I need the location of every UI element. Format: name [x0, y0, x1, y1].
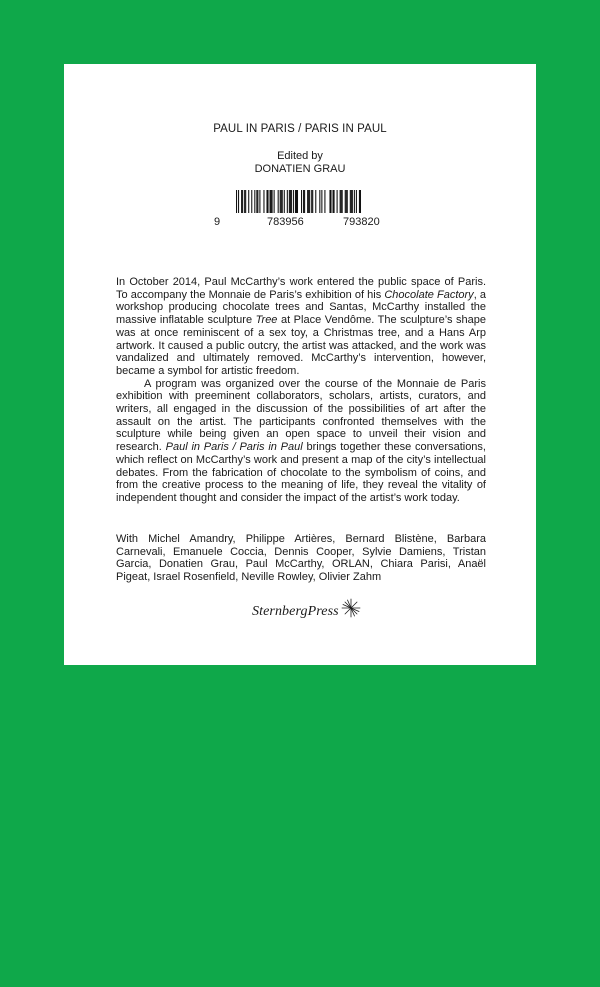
barcode-bar: [334, 190, 335, 213]
barcode-bar: [248, 190, 249, 213]
barcode-bar: [244, 190, 245, 213]
barcode-bar: [254, 190, 255, 213]
barcode-bar: [304, 190, 305, 213]
barcode-bar: [259, 190, 260, 213]
barcode-bar: [241, 190, 242, 213]
barcode-bar: [346, 190, 347, 213]
barcode-bar: [251, 190, 252, 213]
barcode-bar: [293, 190, 294, 213]
barcode-bar: [295, 190, 296, 213]
contributors-list: With Michel Amandry, Philippe Artières, Bernard Blistène, Barbara Carnevali, Emanuele Coccia, Dennis Cooper, Sylvie Damiens, Tristan Garcia, Donatien Grau, Paul McCarthy, ORLAN, Chiara Parisi, Anaël Pigeat, Israel Rosenfield, Neville Rowley, Olivier Zahm: [116, 533, 486, 584]
barcode-bar: [289, 190, 290, 213]
barcode-bar: [287, 190, 288, 213]
barcode-bar: [342, 190, 343, 213]
barcode-bar: [307, 190, 308, 213]
barcode-bar: [351, 190, 352, 213]
barcode-bar: [236, 190, 237, 213]
barcode-bar: [303, 190, 304, 213]
description-paragraph: A program was organized over the course of the Monnaie de Paris exhibition with preeminent collaborators, scholars, artists, curators, and writers, all engaged in the discussion of the possibilities of art after the assault on the artist. The participants confronted themselves with the sculpture while being given an open space to unveil their vision and research. Paul in Paris / Paris in Paul brings together these conversations, which reflect on McCarthy’s work and present a map of the city’s intellectual debates. From the fabrication of chocolate to the symbolism of coins, and from the creative process to the meaning of life, they reveal the vitality of independent thought and consider the impact of the artist’s work today.: [116, 377, 486, 504]
star-burst-icon: [341, 598, 361, 618]
publisher-logo: SternbergPress: [252, 604, 339, 619]
barcode-bar: [324, 190, 325, 213]
barcode-bar: [321, 190, 322, 213]
book-title: PAUL IN PARIS / PARIS IN PAUL: [213, 123, 387, 135]
barcode-bar: [356, 190, 357, 213]
barcode-bar: [352, 190, 353, 213]
barcode-bar: [350, 190, 351, 213]
barcode-bar: [337, 190, 338, 213]
barcode-bar: [278, 190, 279, 213]
barcode-bar: [319, 190, 320, 213]
barcode-bar: [340, 190, 341, 213]
barcode-bar: [345, 190, 346, 213]
barcode-bar: [311, 190, 312, 213]
barcode-bar: [329, 190, 330, 213]
barcode-bar: [347, 190, 348, 213]
isbn-barcode: [236, 190, 364, 213]
barcode-bar: [257, 190, 258, 213]
isbn-digit-group: 783956: [267, 216, 304, 228]
barcode-bar: [281, 190, 282, 213]
back-cover-panel: [64, 64, 536, 665]
barcode-bar: [315, 190, 316, 213]
description-paragraph: In October 2014, Paul McCarthy’s work entered the public space of Paris. To accompany the Monnaie de Paris’s exhibition of his Chocolate Factory, a workshop producing chocolate trees and Santas, McCarthy installed the massive inflatable sculpture Tree at Place Vendôme. The sculpture’s shape was at once reminiscent of a sex toy, a Christmas tree, and a Hans Arp artwork. It caused a public outcry, the artist was attacked, and the work was vandalized and ultimately removed. McCarthy’s intervention, however, became a symbol for artistic freedom.: [116, 276, 486, 377]
barcode-bar: [274, 190, 275, 213]
barcode-bar: [238, 190, 239, 213]
barcode-bar: [308, 190, 309, 213]
barcode-bar: [290, 190, 291, 213]
barcode-bar: [354, 190, 355, 213]
barcode-bar: [242, 190, 243, 213]
barcode-bar: [296, 190, 297, 213]
barcode-bar: [333, 190, 334, 213]
barcode-bar: [330, 190, 331, 213]
barcode-bar: [272, 190, 273, 213]
barcode-bar: [263, 190, 264, 213]
barcode-bar: [297, 190, 298, 213]
edited-by-label: Edited by: [277, 150, 323, 162]
barcode-bar: [266, 190, 267, 213]
editor-name: DONATIEN GRAU: [254, 163, 346, 175]
barcode-bar: [359, 190, 360, 213]
barcode-bar: [267, 190, 268, 213]
barcode-bar: [270, 190, 271, 213]
barcode-bar: [301, 190, 302, 213]
barcode-bar: [271, 190, 272, 213]
barcode-bar: [284, 190, 285, 213]
book-description: [116, 276, 486, 505]
barcode-bar: [309, 190, 310, 213]
barcode-bar: [256, 190, 257, 213]
barcode-bar: [280, 190, 281, 213]
isbn-digit-group: 9: [214, 216, 221, 228]
barcode-bar: [341, 190, 342, 213]
barcode-bar: [291, 190, 292, 213]
barcode-bar: [282, 190, 283, 213]
isbn-digit-group: 793820: [343, 216, 380, 228]
barcode-bar: [245, 190, 246, 213]
barcode-bar: [312, 190, 313, 213]
barcode-bar: [360, 190, 361, 213]
editor-credit: [64, 150, 536, 176]
